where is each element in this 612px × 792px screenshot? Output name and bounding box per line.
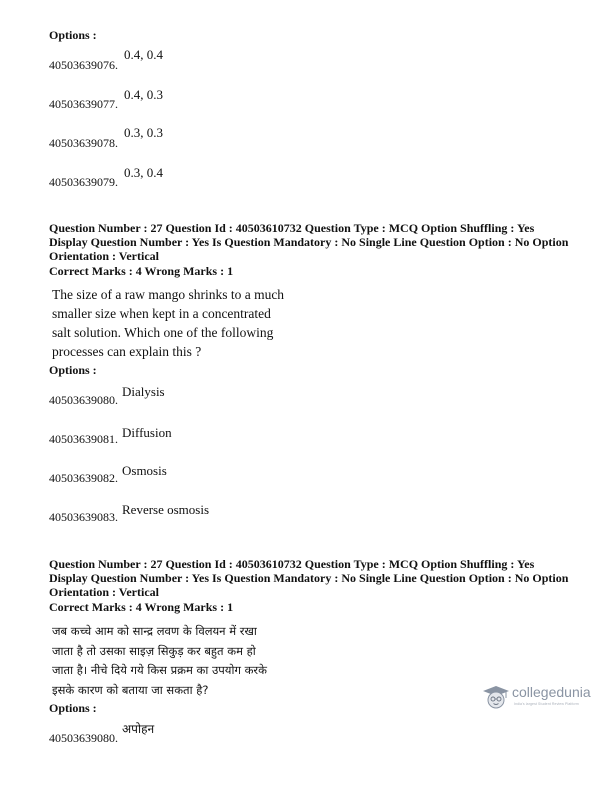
question-marks: Correct Marks : 4 Wrong Marks : 1 <box>49 264 234 278</box>
question-text-line: smaller size when kept in a concentrated <box>52 306 271 321</box>
option-id: 40503639079. <box>49 175 118 189</box>
question-header-line3: Orientation : Vertical <box>49 585 159 599</box>
option-id: 40503639080. <box>49 731 118 745</box>
question-text-line: जाता है। नीचे दिये गये किस प्रक्रम का उपयोग करके <box>52 663 267 677</box>
option-id: 40503639083. <box>49 510 118 524</box>
question-text-line: इसके कारण को बताया जा सकता है? <box>52 682 209 697</box>
question-text-line: जाता है तो उसका साइज़ सिकुड़ कर बहुत कम हो <box>52 643 256 658</box>
collegedunia-watermark <box>482 683 594 713</box>
question-text-line: जब कच्चे आम को सान्द्र लवण के विलयन में रखा <box>52 624 257 638</box>
option-text: Dialysis <box>122 384 165 399</box>
option-text: 0.3, 0.4 <box>124 165 163 180</box>
option-id: 40503639077. <box>49 97 118 111</box>
watermark-brand: collegedunia <box>512 684 591 700</box>
question-header-line3: Orientation : Vertical <box>49 249 159 263</box>
question-header-line2: Display Question Number : Yes Is Question Mandatory : No Single Line Question Option : No Option <box>49 235 569 249</box>
option-text: Osmosis <box>122 463 167 478</box>
option-id: 40503639076. <box>49 58 118 72</box>
option-text: 0.3, 0.3 <box>124 125 163 140</box>
option-text: Diffusion <box>122 425 172 440</box>
question-header-line1: Question Number : 27 Question Id : 40503610732 Question Type : MCQ Option Shuffling : Yes <box>49 557 535 571</box>
option-id: 40503639081. <box>49 432 118 446</box>
option-text: Reverse osmosis <box>122 502 210 517</box>
question-text-line: processes can explain this ? <box>52 344 202 359</box>
watermark-tagline: India's largest Student Review Platform <box>514 702 579 706</box>
question-text-line: The size of a raw mango shrinks to a much <box>52 287 285 302</box>
question-text <box>52 285 312 361</box>
question-marks: Correct Marks : 4 Wrong Marks : 1 <box>49 600 234 614</box>
option-id: 40503639080. <box>49 393 118 407</box>
option-text: 0.4, 0.4 <box>124 47 163 62</box>
option-id: 40503639082. <box>49 471 118 485</box>
option-text: अपोहन <box>122 722 155 736</box>
question-text-line: salt solution. Which one of the following <box>52 325 274 340</box>
question-header-line2: Display Question Number : Yes Is Question Mandatory : No Single Line Question Option : No Option <box>49 571 569 585</box>
options-label: Options : <box>49 363 97 377</box>
option-text: 0.4, 0.3 <box>124 87 163 102</box>
option-id: 40503639078. <box>49 136 118 150</box>
options-label: Options : <box>49 701 97 715</box>
question-header-line1: Question Number : 27 Question Id : 40503610732 Question Type : MCQ Option Shuffling : Yes <box>49 221 535 235</box>
question-text-hindi <box>52 622 317 700</box>
options-label: Options : <box>49 28 97 42</box>
graduate-face-icon <box>482 683 510 711</box>
